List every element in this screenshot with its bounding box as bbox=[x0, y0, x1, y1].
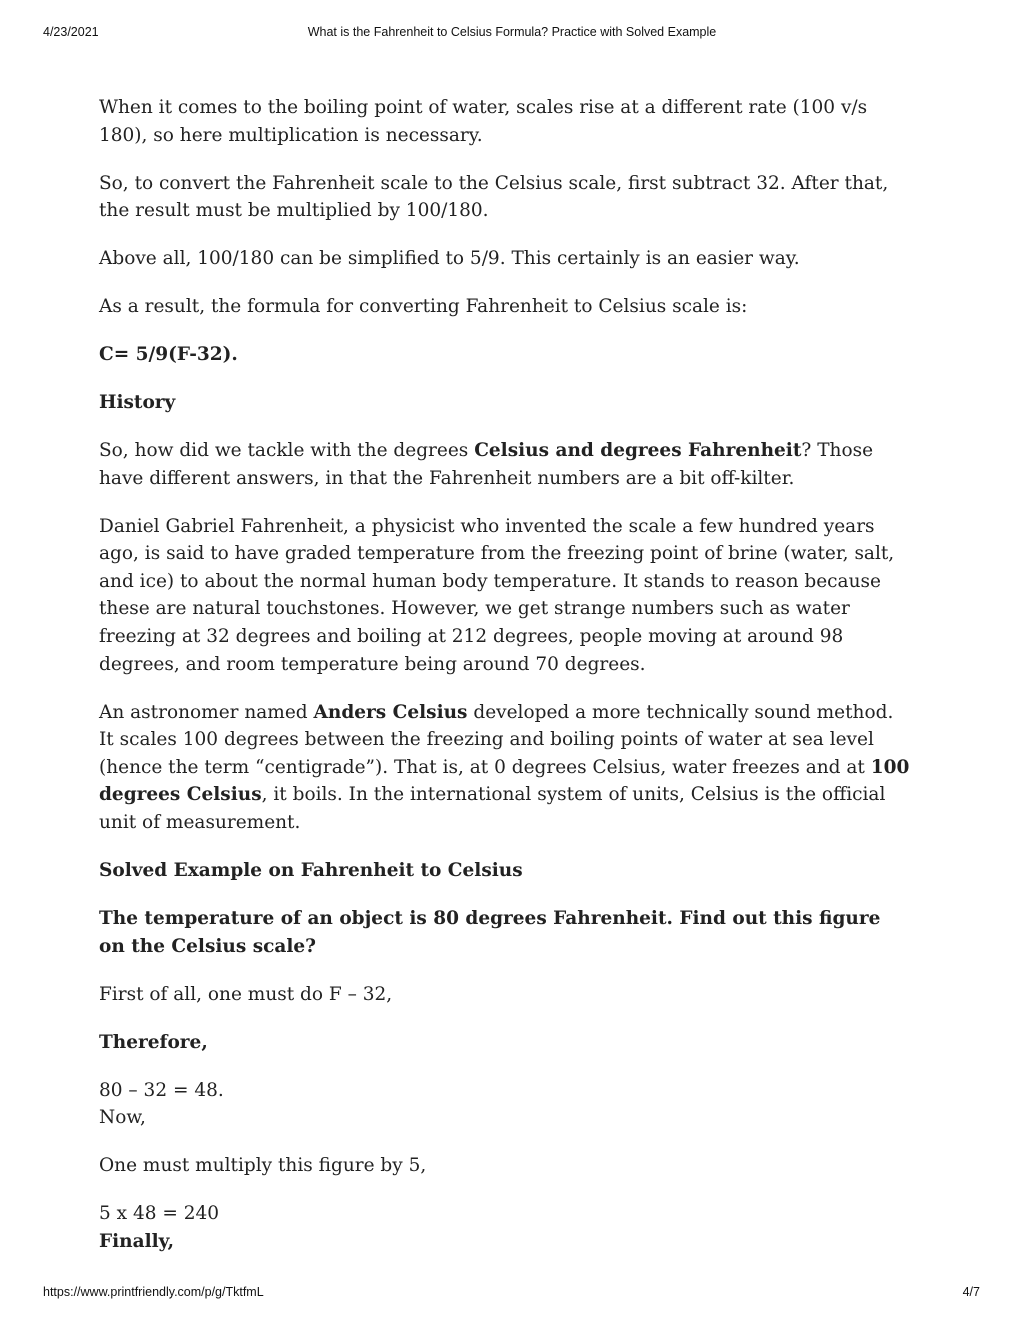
example-heading bbox=[99, 857, 911, 885]
step-subtract: First of all, one must do F – 32, bbox=[99, 983, 393, 1005]
therefore-text: Therefore, bbox=[99, 1031, 208, 1053]
bold-run: Anders Celsius bbox=[313, 701, 468, 723]
history-heading bbox=[99, 389, 911, 417]
article-body bbox=[99, 94, 911, 1276]
step-multiply: One must multiply this figure by 5, bbox=[99, 1155, 427, 1177]
print-url: https://www.printfriendly.com/p/g/TktfmL bbox=[43, 1285, 264, 1299]
therefore-label bbox=[99, 1029, 911, 1057]
formula-text: C= 5/9(F-32). bbox=[99, 344, 238, 366]
text-run: developed a more technically sound method. It scales 100 degrees between the freezing and boiling points of water at sea level (hence the term “centigrade”). That is, at 0 degrees Celsius, water freezes and at bbox=[99, 701, 894, 778]
example-question-text: The temperature of an object is 80 degrees Fahrenheit. Find out this figure on the Celsius scale? bbox=[99, 907, 881, 957]
paragraph-formula-intro: As a result, the formula for converting Fahrenheit to Celsius scale is: bbox=[99, 296, 748, 318]
text-run: So, how did we tackle with the degrees bbox=[99, 440, 475, 462]
paragraph-convert-steps: So, to convert the Fahrenheit scale to the Celsius scale, first subtract 32. After that, the result must be multiplied by 100/180. bbox=[99, 172, 889, 222]
paragraph-fahrenheit-history: Daniel Gabriel Fahrenheit, a physicist who invented the scale a few hundred years ago, is said to have graded temperature from the freezing point of brine (water, salt, and ice) to about the normal human body temperature. It stands to reason because these are natural touchstones. However, we get strange numbers such as water freezing at 32 degrees and boiling at 212 degrees, people moving at around 98 degrees, and room temperature being around 70 degrees. bbox=[99, 515, 895, 675]
paragraph-simplify: Above all, 100/180 can be simplified to 5/9. This certainly is an easier way. bbox=[99, 248, 800, 270]
bold-run: 100 degrees Celsius bbox=[99, 756, 910, 806]
paragraph-boiling-point: When it comes to the boiling point of water, scales rise at a different rate (100 v/s 180), so here multiplication is necessary. bbox=[99, 97, 868, 146]
calc-subtract-text: 80 – 32 = 48. bbox=[99, 1079, 224, 1101]
text-run: An astronomer named bbox=[99, 701, 314, 723]
page-number: 4/7 bbox=[962, 1285, 980, 1299]
formula bbox=[99, 341, 911, 369]
calc-multiply-text: 5 x 48 = 240 bbox=[99, 1203, 220, 1225]
text-run: , it boils. In the international system of units, Celsius is the official unit of measurement. bbox=[99, 784, 886, 833]
paragraph-degrees-question bbox=[99, 437, 911, 492]
finally-text: Finally, bbox=[99, 1230, 175, 1252]
calc-multiply bbox=[99, 1200, 911, 1255]
paragraph-celsius-history bbox=[99, 699, 911, 837]
print-date: 4/23/2021 bbox=[43, 25, 99, 39]
example-heading-text: Solved Example on Fahrenheit to Celsius bbox=[99, 859, 523, 881]
history-heading-text: History bbox=[99, 392, 176, 414]
example-question bbox=[99, 905, 911, 960]
bold-run: Celsius and degrees Fahrenheit bbox=[474, 440, 802, 462]
calc-subtract bbox=[99, 1077, 911, 1132]
text-run: ? Those have different answers, in that the Fahrenheit numbers are a bit off-kilter. bbox=[99, 440, 874, 489]
now-text: Now, bbox=[99, 1107, 146, 1129]
print-page-title: What is the Fahrenheit to Celsius Formula? Practice with Solved Example bbox=[307, 25, 717, 39]
